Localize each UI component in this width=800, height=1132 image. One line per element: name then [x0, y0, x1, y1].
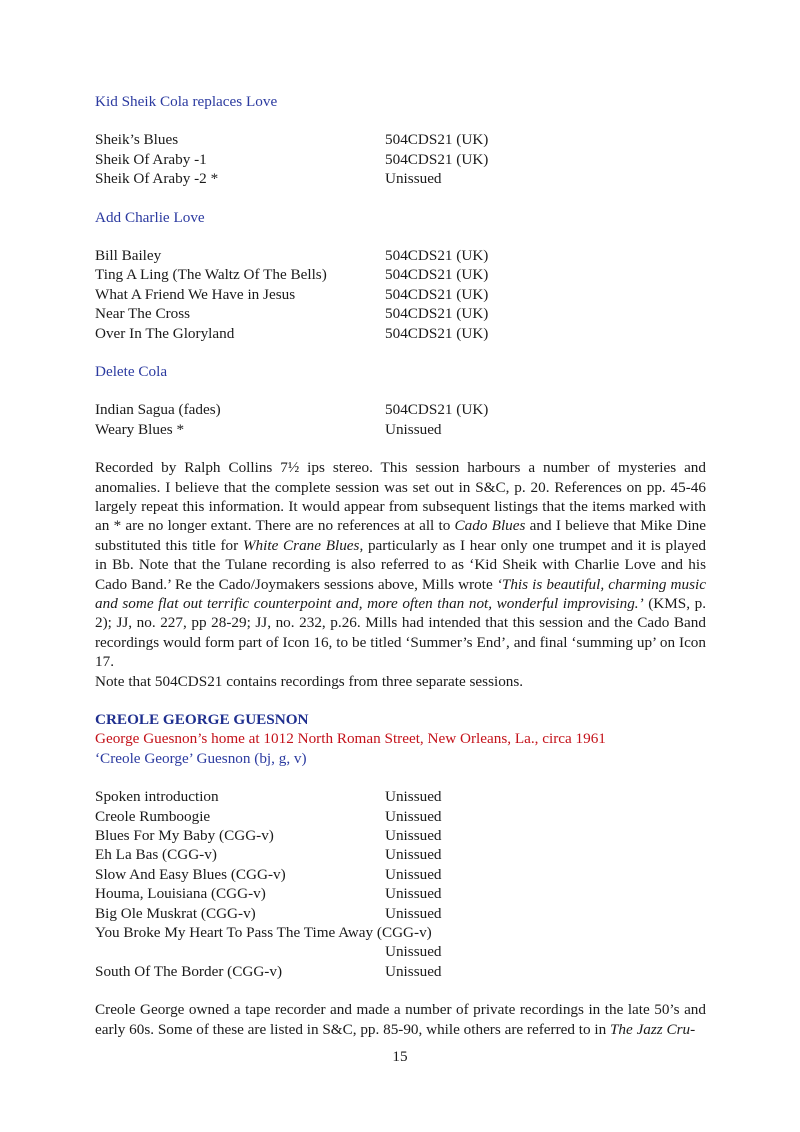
notes-paragraph: Note that 504CDS21 contains recordings from three separate sessions. [95, 672, 524, 690]
track-title: Sheik Of Araby -2 * [95, 170, 219, 188]
track-issue: Unissued [385, 807, 442, 825]
track-title: Creole Rumboogie [95, 807, 211, 825]
notes-text: Creole George owned a tape recorder and made a number of private recordings in the late 50’s and early 60s. Some of these are listed in S&C, pp. 85-90, while others are referred to in [95, 1001, 706, 1038]
track-title: Near The Cross [95, 305, 191, 323]
title-white-crane-blues: White Crane Blues [242, 536, 360, 554]
track-issue: Unissued [385, 827, 442, 844]
track-title: Eh La Bas (CGG-v) [95, 846, 217, 864]
track-row [95, 400, 706, 419]
session-location: George Guesnon’s home at 1012 North Roman Street, New Orleans, La., circa 1961 [95, 730, 606, 748]
page-body [95, 92, 706, 1039]
track-issue: 504CDS21 (UK) [385, 266, 489, 284]
track-issue: Unissued [385, 885, 442, 903]
track-title: South Of The Border (CGG-v) [95, 962, 283, 980]
track-issue: 504CDS21 (UK) [385, 324, 489, 342]
track-title: Ting A Ling (The Waltz Of The Bells) [95, 266, 327, 284]
track-row [95, 904, 706, 923]
track-title: What A Friend We Have in Jesus [95, 285, 296, 303]
track-title: Sheik’s Blues [95, 131, 179, 149]
track-row [95, 265, 706, 284]
notes-text: , particularly as I hear only one trumpet and it is played in Bb. Note that the Tulane recording is also referred to as ‘Kid Sheik with Charlie Love and his Cado Band.’ Re the Cado/Joymakers sessions above, Mills wrote [95, 536, 706, 593]
artist-heading: CREOLE GEORGE GUESNON [95, 711, 309, 728]
track-title: Sheik Of Araby -1 [95, 150, 207, 168]
track-row [95, 826, 706, 845]
track-row [95, 324, 706, 343]
session-personnel: ‘Creole George’ Guesnon (bj, g, v) [95, 749, 307, 767]
track-issue: Unissued [385, 865, 442, 883]
track-title: Indian Sagua (fades) [95, 401, 221, 419]
track-list [95, 246, 706, 343]
track-row [95, 285, 706, 304]
track-list [95, 400, 706, 439]
notes-paragraph [95, 1000, 706, 1039]
track-title: Over In The Gloryland [95, 324, 235, 342]
track-row [95, 962, 706, 981]
track-title: Blues For My Baby (CGG-v) [95, 827, 274, 844]
track-row [95, 304, 706, 323]
track-issue: Unissued [385, 943, 442, 961]
track-title: Houma, Louisiana (CGG-v) [95, 885, 266, 903]
track-issue: 504CDS21 (UK) [385, 285, 489, 303]
track-title: Spoken introduction [95, 788, 219, 806]
track-row-issue-only [95, 942, 706, 961]
title-cado-blues: Cado Blues [454, 517, 526, 535]
track-row [95, 865, 706, 884]
track-row [95, 169, 706, 188]
track-issue: Unissued [385, 170, 442, 188]
track-issue: Unissued [385, 962, 442, 980]
track-row [95, 130, 706, 149]
session-heading: Kid Sheik Cola replaces Love [95, 93, 278, 110]
closing-paragraph [95, 1000, 706, 1039]
track-issue: Unissued [385, 420, 442, 438]
track-row [95, 845, 706, 864]
track-title: Big Ole Muskrat (CGG-v) [95, 904, 256, 922]
track-row [95, 807, 706, 826]
track-title: You Broke My Heart To Pass The Time Away (CGG-v) [95, 923, 432, 941]
title-the-jazz-crusade: The Jazz Cru- [609, 1020, 696, 1038]
track-title: Bill Bailey [95, 246, 162, 264]
track-title: Weary Blues * [95, 420, 185, 438]
track-row [95, 884, 706, 903]
track-row-long-title [95, 923, 706, 942]
page-number: 15 [392, 1048, 408, 1065]
mills-quote: ‘This is beautiful, charming music and some flat out terrific counterpoint and, more often than not, wonderful improvising.’ [95, 575, 706, 612]
track-issue: Unissued [385, 904, 442, 922]
track-row [95, 246, 706, 265]
track-issue: 504CDS21 (UK) [385, 305, 489, 323]
track-list [95, 130, 706, 188]
track-row [95, 150, 706, 169]
track-issue: Unissued [385, 846, 442, 864]
track-issue: 504CDS21 (UK) [385, 131, 489, 149]
session-notes [95, 458, 706, 691]
notes-text: (KMS, p. 2); JJ, no. 227, pp 28-29; JJ, no. 232, p.26. Mills had intended that this session and the Cado Band recordings would form part of Icon 16, to be titled ‘Summer’s End’, and final ‘summing up’ on Icon 17. [95, 594, 706, 671]
track-list [95, 787, 706, 981]
track-issue: 504CDS21 (UK) [385, 246, 489, 264]
notes-text: Recorded by Ralph Collins 7½ ips stereo. This session harbours a number of mysteries and anomalies. I believe that the complete session was set out in S&C, p. 20. References on pp. 45-46 largely repeat this information. It would appear from subsequent listings that the items marked with an * are no longer extant. There are no references at all to [95, 459, 706, 535]
track-issue: Unissued [385, 788, 442, 806]
notes-paragraph [95, 458, 706, 671]
track-issue: 504CDS21 (UK) [385, 150, 489, 168]
track-issue: 504CDS21 (UK) [385, 401, 489, 419]
notes-text: and I believe that Mike Dine substituted this title for [95, 517, 707, 554]
session-heading: Delete Cola [95, 362, 168, 380]
track-row [95, 420, 706, 439]
session-heading: Add Charlie Love [95, 208, 205, 226]
track-title: Slow And Easy Blues (CGG-v) [95, 865, 286, 883]
track-row [95, 787, 706, 806]
